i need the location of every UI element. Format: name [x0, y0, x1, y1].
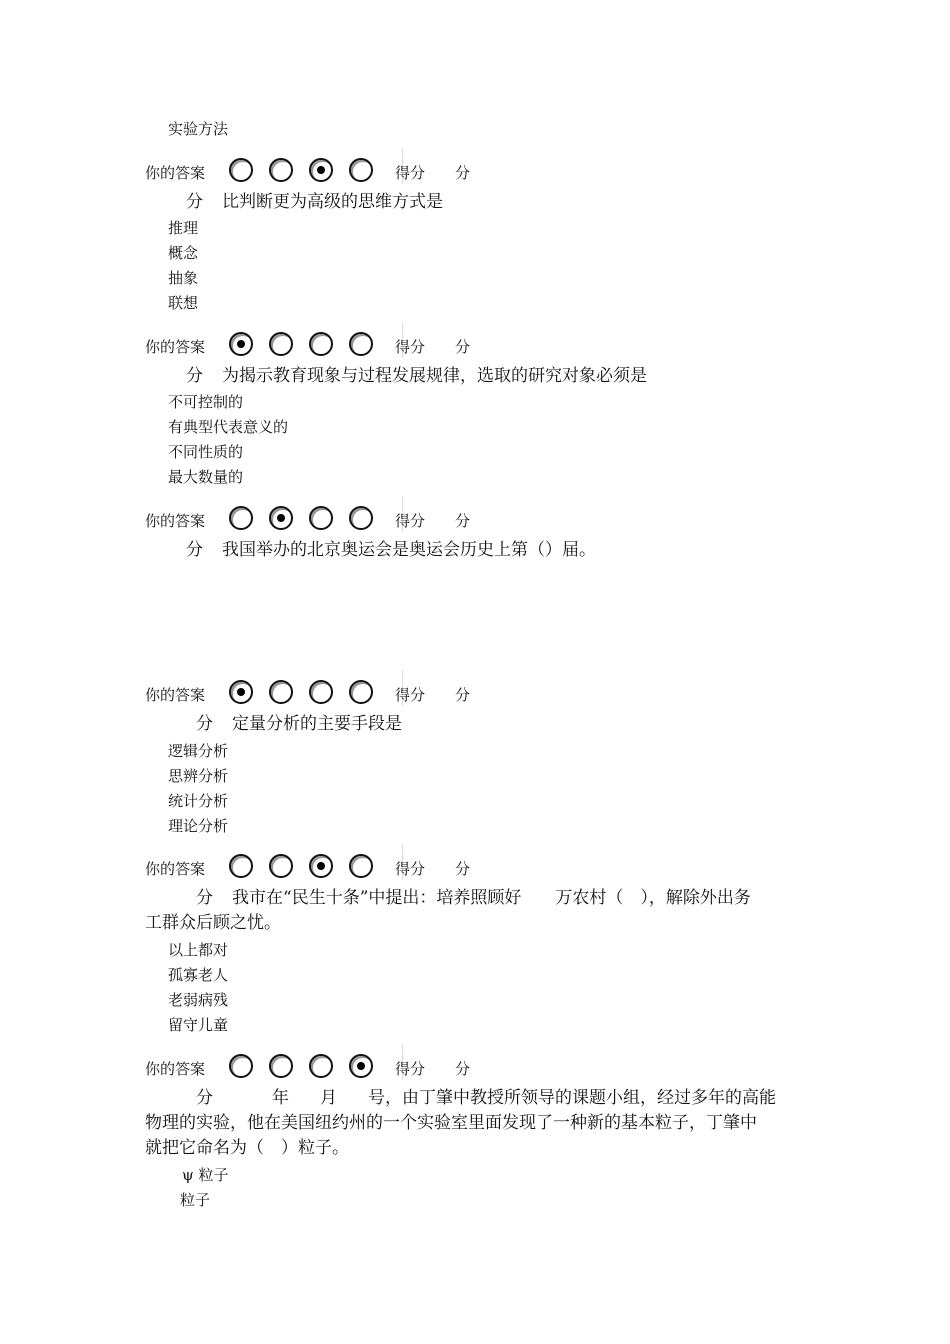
answer-radio-a[interactable] [229, 506, 253, 530]
score-unit: 分 [455, 512, 471, 530]
option-text: 孤寡老人 [168, 966, 229, 984]
question-month: 月 [320, 1088, 337, 1108]
option-text: 思辨分析 [168, 767, 229, 785]
option-text: 不可控制的 [168, 393, 244, 411]
answer-radio-b[interactable] [269, 506, 293, 530]
question-text: 我国举办的北京奥运会是奥运会历史上第（）届。 [222, 540, 596, 560]
answer-radio-b[interactable] [269, 854, 293, 878]
question-year: 年 [272, 1088, 289, 1108]
question-text: 为揭示教育现象与过程发展规律，选取的研究对象必须是 [222, 366, 647, 386]
answer-radio-a[interactable] [229, 158, 253, 182]
question-text-line: 我市在“民生十条”中提出：培养照顾好 万农村（ ），解除外出务 [232, 888, 751, 908]
answer-radio-d[interactable] [349, 1054, 373, 1078]
answer-row [145, 506, 485, 536]
answer-radio-b[interactable] [269, 1054, 293, 1078]
answer-radio-c[interactable] [309, 332, 333, 356]
option-text: 理论分析 [168, 817, 229, 835]
answer-radio-a[interactable] [229, 1054, 253, 1078]
option-text: 有典型代表意义的 [168, 418, 289, 436]
answer-radio-d[interactable] [349, 854, 373, 878]
answer-label: 你的答案 [145, 512, 206, 530]
option-text: 不同性质的 [168, 443, 244, 461]
option-text: 统计分析 [168, 792, 229, 810]
answer-label: 你的答案 [145, 1060, 206, 1078]
answer-radio-c[interactable] [309, 854, 333, 878]
question-text-line: 号，由丁肇中教授所领导的课题小组，经过多年的高能 [368, 1088, 776, 1108]
option-text: 老弱病残 [168, 991, 229, 1009]
score-label: 得分 [395, 512, 426, 530]
question-prefix: 分 [186, 192, 203, 212]
score-unit: 分 [455, 860, 471, 878]
answer-radio-d[interactable] [349, 332, 373, 356]
answer-radio-d[interactable] [349, 506, 373, 530]
answer-radio-c[interactable] [309, 680, 333, 704]
answer-radio-c[interactable] [309, 1054, 333, 1078]
answer-row [145, 680, 485, 710]
question-prefix: 分 [196, 1088, 213, 1108]
answer-row [145, 1054, 485, 1084]
option-text: 最大数量的 [168, 468, 244, 486]
score-label: 得分 [395, 1060, 426, 1078]
answer-label: 你的答案 [145, 860, 206, 878]
answer-radio-a[interactable] [229, 854, 253, 878]
question-text: 定量分析的主要手段是 [232, 714, 402, 734]
answer-row [145, 158, 485, 188]
question-prefix: 分 [196, 714, 213, 734]
score-unit: 分 [455, 164, 471, 182]
score-unit: 分 [455, 1060, 471, 1078]
option-text: 抽象 [168, 269, 199, 287]
answer-radio-b[interactable] [269, 158, 293, 182]
answer-radio-b[interactable] [269, 680, 293, 704]
answer-radio-b[interactable] [269, 332, 293, 356]
option-text: ψ 粒子 [182, 1166, 229, 1184]
option-text: 实验方法 [168, 120, 229, 138]
question-text: 比判断更为高级的思维方式是 [222, 192, 443, 212]
question-prefix: 分 [186, 366, 203, 386]
answer-radio-d[interactable] [349, 158, 373, 182]
option-text: 以上都对 [168, 941, 229, 959]
score-label: 得分 [395, 860, 426, 878]
answer-radio-a[interactable] [229, 332, 253, 356]
answer-radio-d[interactable] [349, 680, 373, 704]
option-text: 留守儿童 [168, 1016, 229, 1034]
option-text: 粒子 [180, 1191, 211, 1209]
question-text-line: 就把它命名为（ ）粒子。 [145, 1138, 349, 1158]
answer-row [145, 854, 485, 884]
score-label: 得分 [395, 338, 426, 356]
option-text: 逻辑分析 [168, 742, 229, 760]
question-text-line: 工群众后顾之忧。 [145, 913, 281, 933]
question-prefix: 分 [196, 888, 213, 908]
answer-radio-c[interactable] [309, 158, 333, 182]
option-text: 概念 [168, 244, 199, 262]
score-unit: 分 [455, 338, 471, 356]
question-text-line: 物理的实验，他在美国纽约州的一个实验室里面发现了一种新的基本粒子，丁肇中 [145, 1113, 757, 1133]
score-unit: 分 [455, 686, 471, 704]
score-label: 得分 [395, 164, 426, 182]
option-text: 联想 [168, 294, 199, 312]
answer-label: 你的答案 [145, 686, 206, 704]
answer-label: 你的答案 [145, 164, 206, 182]
answer-row [145, 332, 485, 362]
answer-radio-a[interactable] [229, 680, 253, 704]
answer-label: 你的答案 [145, 338, 206, 356]
option-text: 推理 [168, 219, 199, 237]
answer-radio-c[interactable] [309, 506, 333, 530]
score-label: 得分 [395, 686, 426, 704]
question-prefix: 分 [186, 540, 203, 560]
